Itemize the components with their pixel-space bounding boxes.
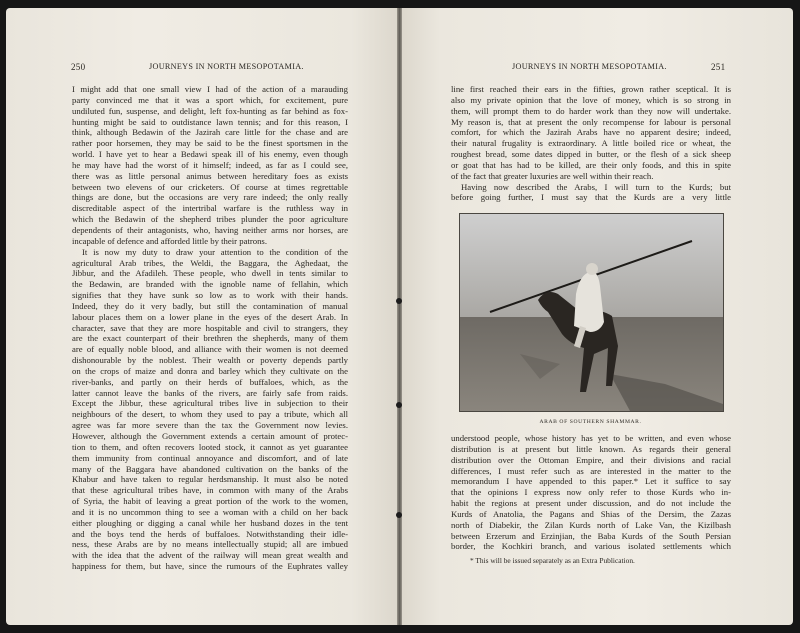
text-line: with the idea that the advent of the railway will mean great wealth and — [72, 550, 348, 561]
text-line: However, although the Government extends a certain amount of protec- — [72, 431, 348, 441]
text-line: dependents of their antagonists, who, having neither arms nor horses, are — [72, 224, 348, 235]
text-line: It is now my duty to draw your attention to the condition of the — [82, 246, 348, 257]
text-line: or goat that has had to be killed, are their only foods, and this in spite — [451, 159, 731, 170]
text-line: think, although Bedawin of the Jazirah care little for the chase and are — [72, 127, 348, 138]
text-line: line first reached their ears in the fifties, grown rather sceptical. It is — [451, 84, 731, 94]
text-line: neighbours of the desert, to whom they used to pay a tribute, which all — [72, 409, 348, 420]
horseman-photo-illustration — [460, 214, 723, 411]
footnote: * This will be issued separately as an Extra Publication. — [470, 556, 635, 565]
text-line: Khabur and have taken to regular herdsmanship. It must also be noted — [72, 474, 348, 485]
text-line: which the Bedawin of the shepherd tribes plunder the poor agriculture — [72, 214, 348, 225]
text-line: understood people, whose history has yet to be written, and even whose — [451, 433, 731, 443]
text-line: Indeed, they do it very badly, but still the contamination of manual — [72, 300, 348, 311]
text-line: many of the Baggara have abandoned cultivation on the banks of the — [72, 463, 348, 474]
text-line: distribution is at present but little known. As regards their general — [451, 443, 731, 454]
text-line: either ploughing or digging a canal while her husband dozes in the tent — [72, 517, 348, 528]
text-line: Kurds of Anatolia, the Pagans and Shias of the Dersim, the Zazas — [451, 508, 731, 519]
text-line: and the boys tend the herds of buffaloes. Notwithstanding their idle- — [72, 528, 348, 539]
text-line: tion to them, and often recovers looted stock, it cannot as yet guarantee — [72, 441, 348, 452]
text-line: memorandum I have appended to this paper.* Let it suffice to say — [451, 476, 731, 487]
text-line: distribution over the Ottoman Empire, and their divisions and racial — [451, 454, 731, 465]
text-line: differences, I must refer such as are interested in the matter to the — [451, 465, 731, 476]
text-line: them, will prompt them to do harder work than they now will undertake. — [451, 105, 731, 116]
text-line: before going further, I must say that the Kurds are a very little — [451, 192, 731, 203]
text-line: and it is no uncommon thing to see a woman with a child on her back — [72, 506, 348, 517]
text-line: My reason is, that at present the only recompense for labour is personal — [451, 116, 731, 127]
text-line: I might add that one small view I had of the action of a marauding — [72, 84, 348, 94]
text-line: character, save that they are more hospitable and civil to strangers, they — [72, 322, 348, 333]
photograph-arab-horseman — [459, 213, 724, 412]
right-body-text-top — [451, 84, 731, 203]
text-line: comfort, for which the Jazirah Arabs have no apparent desire; indeed, — [451, 127, 731, 138]
running-head-right: JOURNEYS IN NORTH MESOPOTAMIA. — [512, 62, 667, 71]
photo-caption: ARAB OF SOUTHERN SHAMMAR. — [539, 419, 642, 425]
text-line: rather poor horsemen, they may be said to be the finest sportsmen in the — [72, 138, 348, 149]
text-line: agricultural Arab tribes, the Weldi, the Baggara, the Aghedaat, the — [72, 257, 348, 268]
text-line: of the fact that greater luxuries are well within their reach. — [451, 170, 654, 181]
text-line: world. I have yet to hear a Bedawi speak ill of his enemy, even though — [72, 149, 348, 160]
text-line: things are done, but the occasions are very rare indeed; the only really — [72, 192, 348, 203]
text-line: border, the Kochkiri branch, and various isolated settlements which — [451, 541, 731, 552]
binding-hole — [396, 298, 402, 304]
right-body-text-bottom — [451, 433, 731, 552]
text-line: river-banks, and partly on their herds of buffaloes, which, as the — [72, 376, 348, 387]
text-line: incapable of defence and afforded little by their patrons. — [72, 235, 267, 246]
text-line: also my private opinion that the love of money, which is so strong in — [451, 94, 731, 105]
running-head-left: JOURNEYS IN NORTH MESOPOTAMIA. — [149, 62, 304, 71]
text-line: Jibbur, and the Afadileh. These people, who dwell in tents similar to — [72, 268, 348, 279]
text-line: are the exact counterpart of their brethren the shepherds, many of them — [72, 333, 348, 344]
text-line: ness, these Arabs are by no means intellectually stupid; all are imbued — [72, 539, 348, 550]
text-line: north of Diabekir, the Zilan Kurds north of Lake Van, the Kizilbash — [451, 519, 731, 530]
text-line: labour places them on a lower plane in the eyes of the desert Arab. In — [72, 311, 348, 322]
text-line: hunting might be said to outdistance lawn tennis; and for this reason, I — [72, 116, 348, 127]
text-line: between Erzerum and Erzinjian, the Baba Kurds of the South Persian — [451, 530, 731, 541]
text-line: undiluted fun, suspense, and delight, left fox-hunting as far behind as fox- — [72, 105, 348, 116]
page-number-right: 251 — [711, 62, 726, 72]
text-line: between two elevens of our cricketers. Of course at times regrettable — [72, 181, 348, 192]
text-line: happiness for them, but have, since the rumours of the Euphrates valley — [72, 561, 348, 572]
text-line: are of equally noble blood, and alliance with their women is not deemed — [72, 344, 348, 355]
text-line: latter cannot leave the banks of the rivers, are fairly safe from raids. — [72, 387, 348, 398]
text-line: that these agricultural tribes have, in common with many of the Arabs — [72, 485, 348, 496]
text-line: habit the regions at present under discussion, and do not include the — [451, 498, 731, 509]
binding-hole — [396, 402, 402, 408]
text-line: roughest bread, some dates dipped in butter, or the flesh of a sick sheep — [451, 149, 731, 160]
text-line: party convinced me that it was a sport which, for excitement, pure — [72, 94, 348, 105]
text-line: of Syria, the habit of leaving a great portion of the work to the women, — [72, 496, 348, 507]
text-line: signifies that they have sunk so low as to work with their hands. — [72, 290, 348, 301]
text-line: their natural frugality is extraordinary. A little boiled rice or wheat, the — [451, 138, 731, 149]
text-line: that the opinions I express now only refer to those Kurds who in- — [451, 487, 731, 498]
text-line: he may have had the worst of it himself; indeed, as far as I could see, — [72, 159, 348, 170]
text-line: discreditable aspect of the intertribal warfare is the ruthless way in — [72, 203, 348, 214]
text-line: them immunity from continual annoyance and discomfort, and of late — [72, 452, 348, 463]
page-number-left: 250 — [71, 62, 86, 72]
text-line: Having now described the Arabs, I will turn to the Kurds; but — [461, 181, 731, 192]
left-body-text — [72, 84, 348, 572]
text-line: Except the Jibbur, these agricultural tribes live in subjection to their — [72, 398, 348, 409]
binding-hole — [396, 512, 402, 518]
text-line: dishonourable by the noblest. Their wealth or poverty depends partly — [72, 355, 348, 366]
text-line: agree was far more severe than the tax the Government now levies. — [72, 420, 348, 431]
text-line: the Bedawin, are branded with the ignoble name of fellahin, which — [72, 279, 348, 290]
text-line: on the crops of maize and donra and barley which they cultivate on the — [72, 365, 348, 376]
book-gutter — [397, 8, 402, 625]
text-line: there was as little personal animus between hereditary foes as exists — [72, 170, 348, 181]
